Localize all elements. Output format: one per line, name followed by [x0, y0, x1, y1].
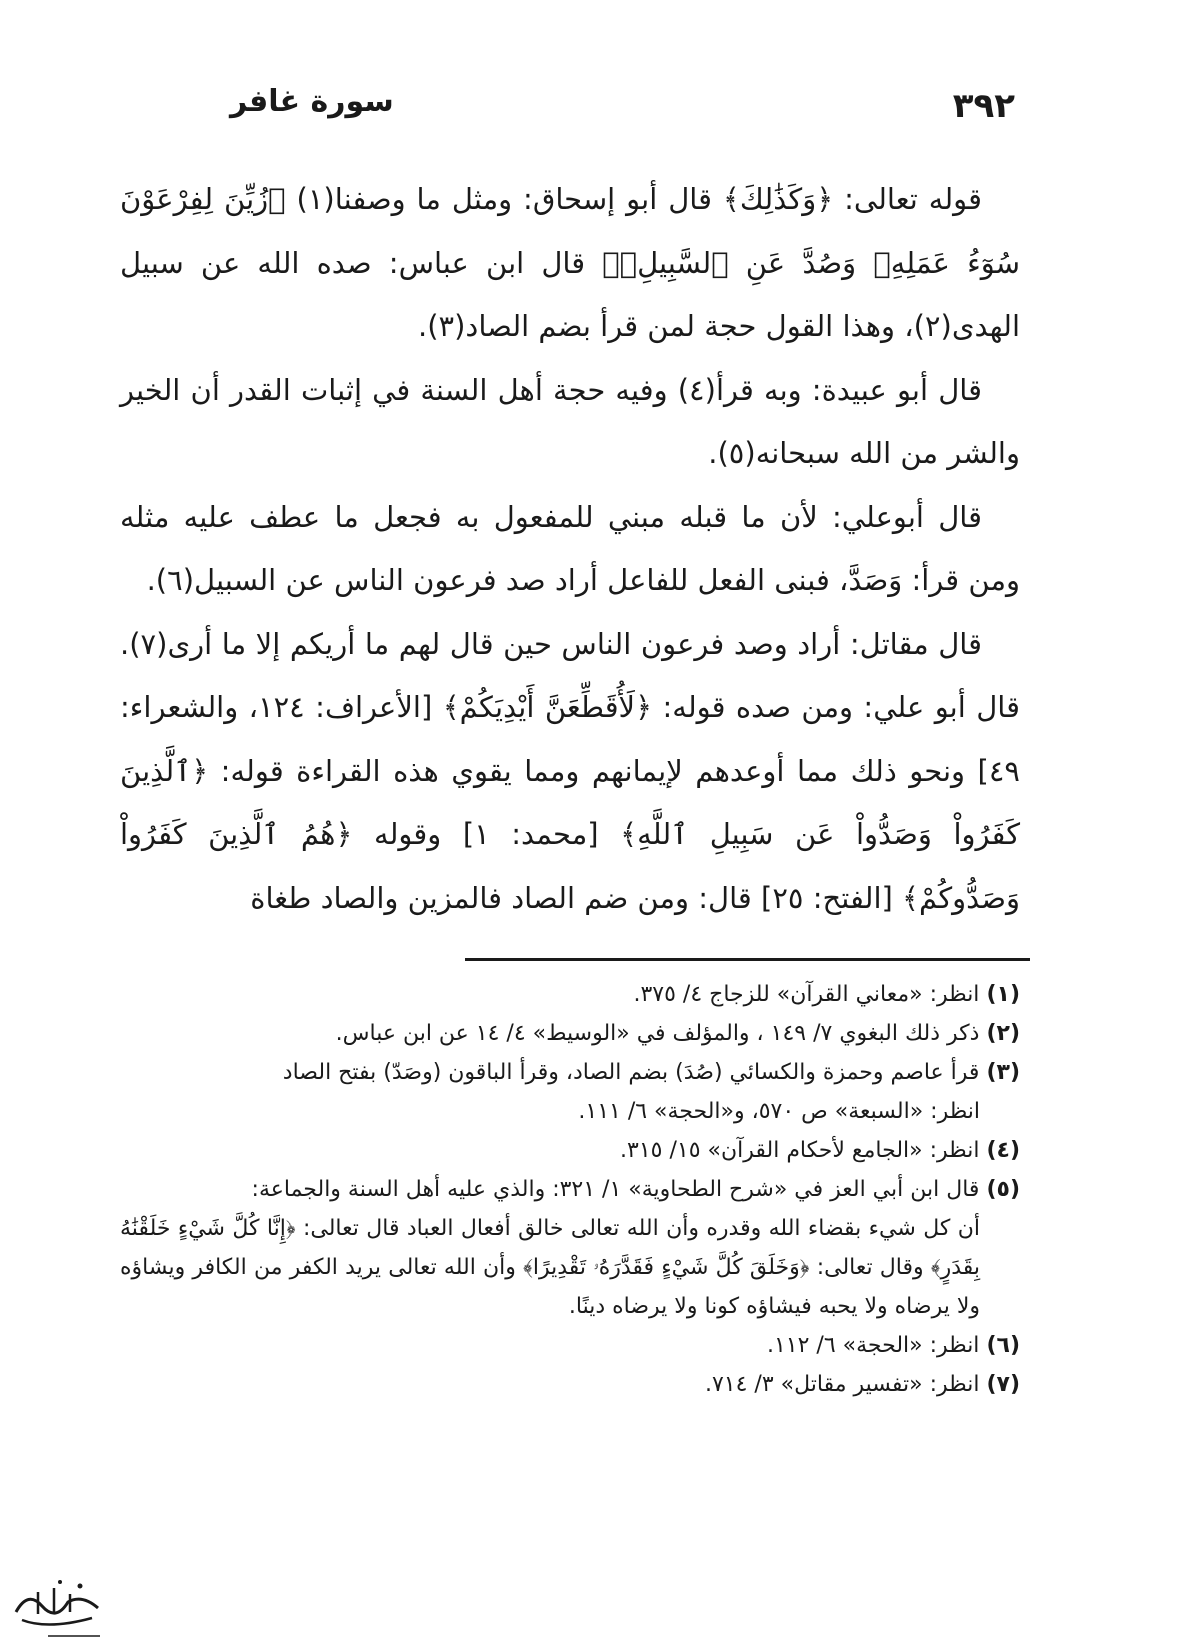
footnote-text: انظر: «تفسير مقاتل» ٣/ ٧١٤. — [704, 1372, 980, 1397]
footnote-text: قال ابن أبي العز في «شرح الطحاوية» ١/ ٣٢١: والذي عليه أهل السنة والجماعة: — [251, 1177, 980, 1202]
footnote-6 — [120, 1326, 1020, 1365]
footnote-1 — [120, 975, 1020, 1014]
paragraph: قال أبوعلي: لأن ما قبله مبني للمفعول به فجعل ما عطف عليه مثله ومن قرأ: وَصَدَّ، فبنى الفعل للفاعل أراد صد فرعون الناس عن السبيل(٦). — [120, 499, 1020, 597]
page-number: ٣٩٢ — [952, 86, 1015, 126]
footnote-number: (٦) — [986, 1333, 1020, 1358]
footnote-divider — [465, 958, 1030, 961]
footnote-number: (٤) — [986, 1138, 1020, 1163]
footnote-continuation: انظر: «السبعة» ص ٥٧٠، و«الحجة» ٦/ ١١١. — [578, 1099, 980, 1124]
footnote-text: انظر: «الجامع لأحكام القرآن» ١٥/ ٣١٥. — [620, 1138, 980, 1163]
paragraph: قال مقاتل: أراد وصد فرعون الناس حين قال لهم ما أريكم إلا ما أرى(٧). قال أبو علي: ومن صده قوله: ﴿لَأُقَطِّعَنَّ أَيْدِيَكُمْ﴾ [الأعراف: ١٢٤، والشعراء: ٤٩] ونحو ذلك مما أوعدهم لإيمانهم ومما يقوي هذه القراءة قوله: ﴿ٱلَّذِينَ كَفَرُواْ وَصَدُّواْ عَن سَبِيلِ ٱللَّهِ﴾ [محمد: ١] وقوله ﴿هُمُ ٱلَّذِينَ كَفَرُواْ وَصَدُّوكُمْ﴾ [الفتح: ٢٥] قال: ومن ضم الصاد فالمزين والصاد طغاة — [120, 626, 1020, 915]
footnote-number: (٢) — [986, 1021, 1020, 1046]
paragraph: قوله تعالى: ﴿وَكَذَٰلِكَ﴾ قال أبو إسحاق: ومثل ما وصفنا(١) ﴿زُيِّنَ لِفِرْعَوْنَ سُوٓءُ عَمَلِهِۦ وَصُدَّ عَنِ ٱلسَّبِيلِۚ﴾ قال ابن عباس: صده الله عن سبيل الهدى(٢)، وهذا القول حجة لمن قرأ بضم الصاد(٣). — [120, 182, 1020, 343]
footnote-number: (١) — [986, 982, 1020, 1007]
footnote-number: (٣) — [986, 1060, 1020, 1085]
footnote-3 — [120, 1053, 1020, 1131]
footnote-7 — [120, 1365, 1020, 1404]
footnote-text: قرأ عاصم وحمزة والكسائي (صُدَ) بضم الصاد، وقرأ الباقون (وصَدّ) بفتح الصاد — [282, 1060, 980, 1085]
footnote-5 — [120, 1170, 1020, 1326]
surah-title: سورة غافر — [230, 84, 394, 119]
footnote-continuation: أن كل شيء بقضاء الله وقدره وأن الله تعالى خالق أفعال العباد قال تعالى: ﴿إِنَّا كُلَّ شَيْءٍ خَلَقْنَٰهُ بِقَدَرٍ﴾ وقال تعالى: ﴿وَخَلَقَ كُلَّ شَيْءٍ فَقَدَّرَهُۥ تَقْدِيرًا﴾ وأن الله تعالى يريد الكفر من الكافر ويشاؤه ولا يرضاه ولا يحبه فيشاؤه كونا ولا يرضاه دينًا. — [120, 1216, 980, 1319]
publisher-logo — [8, 1572, 108, 1644]
paragraph: قال أبو عبيدة: وبه قرأ(٤) وفيه حجة أهل السنة في إثبات القدر أن الخير والشر من الله سبحانه(٥). — [120, 372, 1020, 470]
main-text — [120, 168, 1020, 930]
footnote-text: انظر: «معاني القرآن» للزجاج ٤/ ٣٧٥. — [633, 982, 980, 1007]
footnote-number: (٥) — [986, 1177, 1020, 1202]
footnote-4 — [120, 1131, 1020, 1170]
footnote-number: (٧) — [986, 1372, 1020, 1397]
footnote-2 — [120, 1014, 1020, 1053]
footnote-text: ذكر ذلك البغوي ٧/ ١٤٩ ، والمؤلف في «الوسيط» ٤/ ١٤ عن ابن عباس. — [335, 1021, 980, 1046]
page-header — [120, 78, 1065, 126]
footnote-text: انظر: «الحجة» ٦/ ١١٢. — [766, 1333, 980, 1358]
footnotes — [120, 975, 1020, 1404]
